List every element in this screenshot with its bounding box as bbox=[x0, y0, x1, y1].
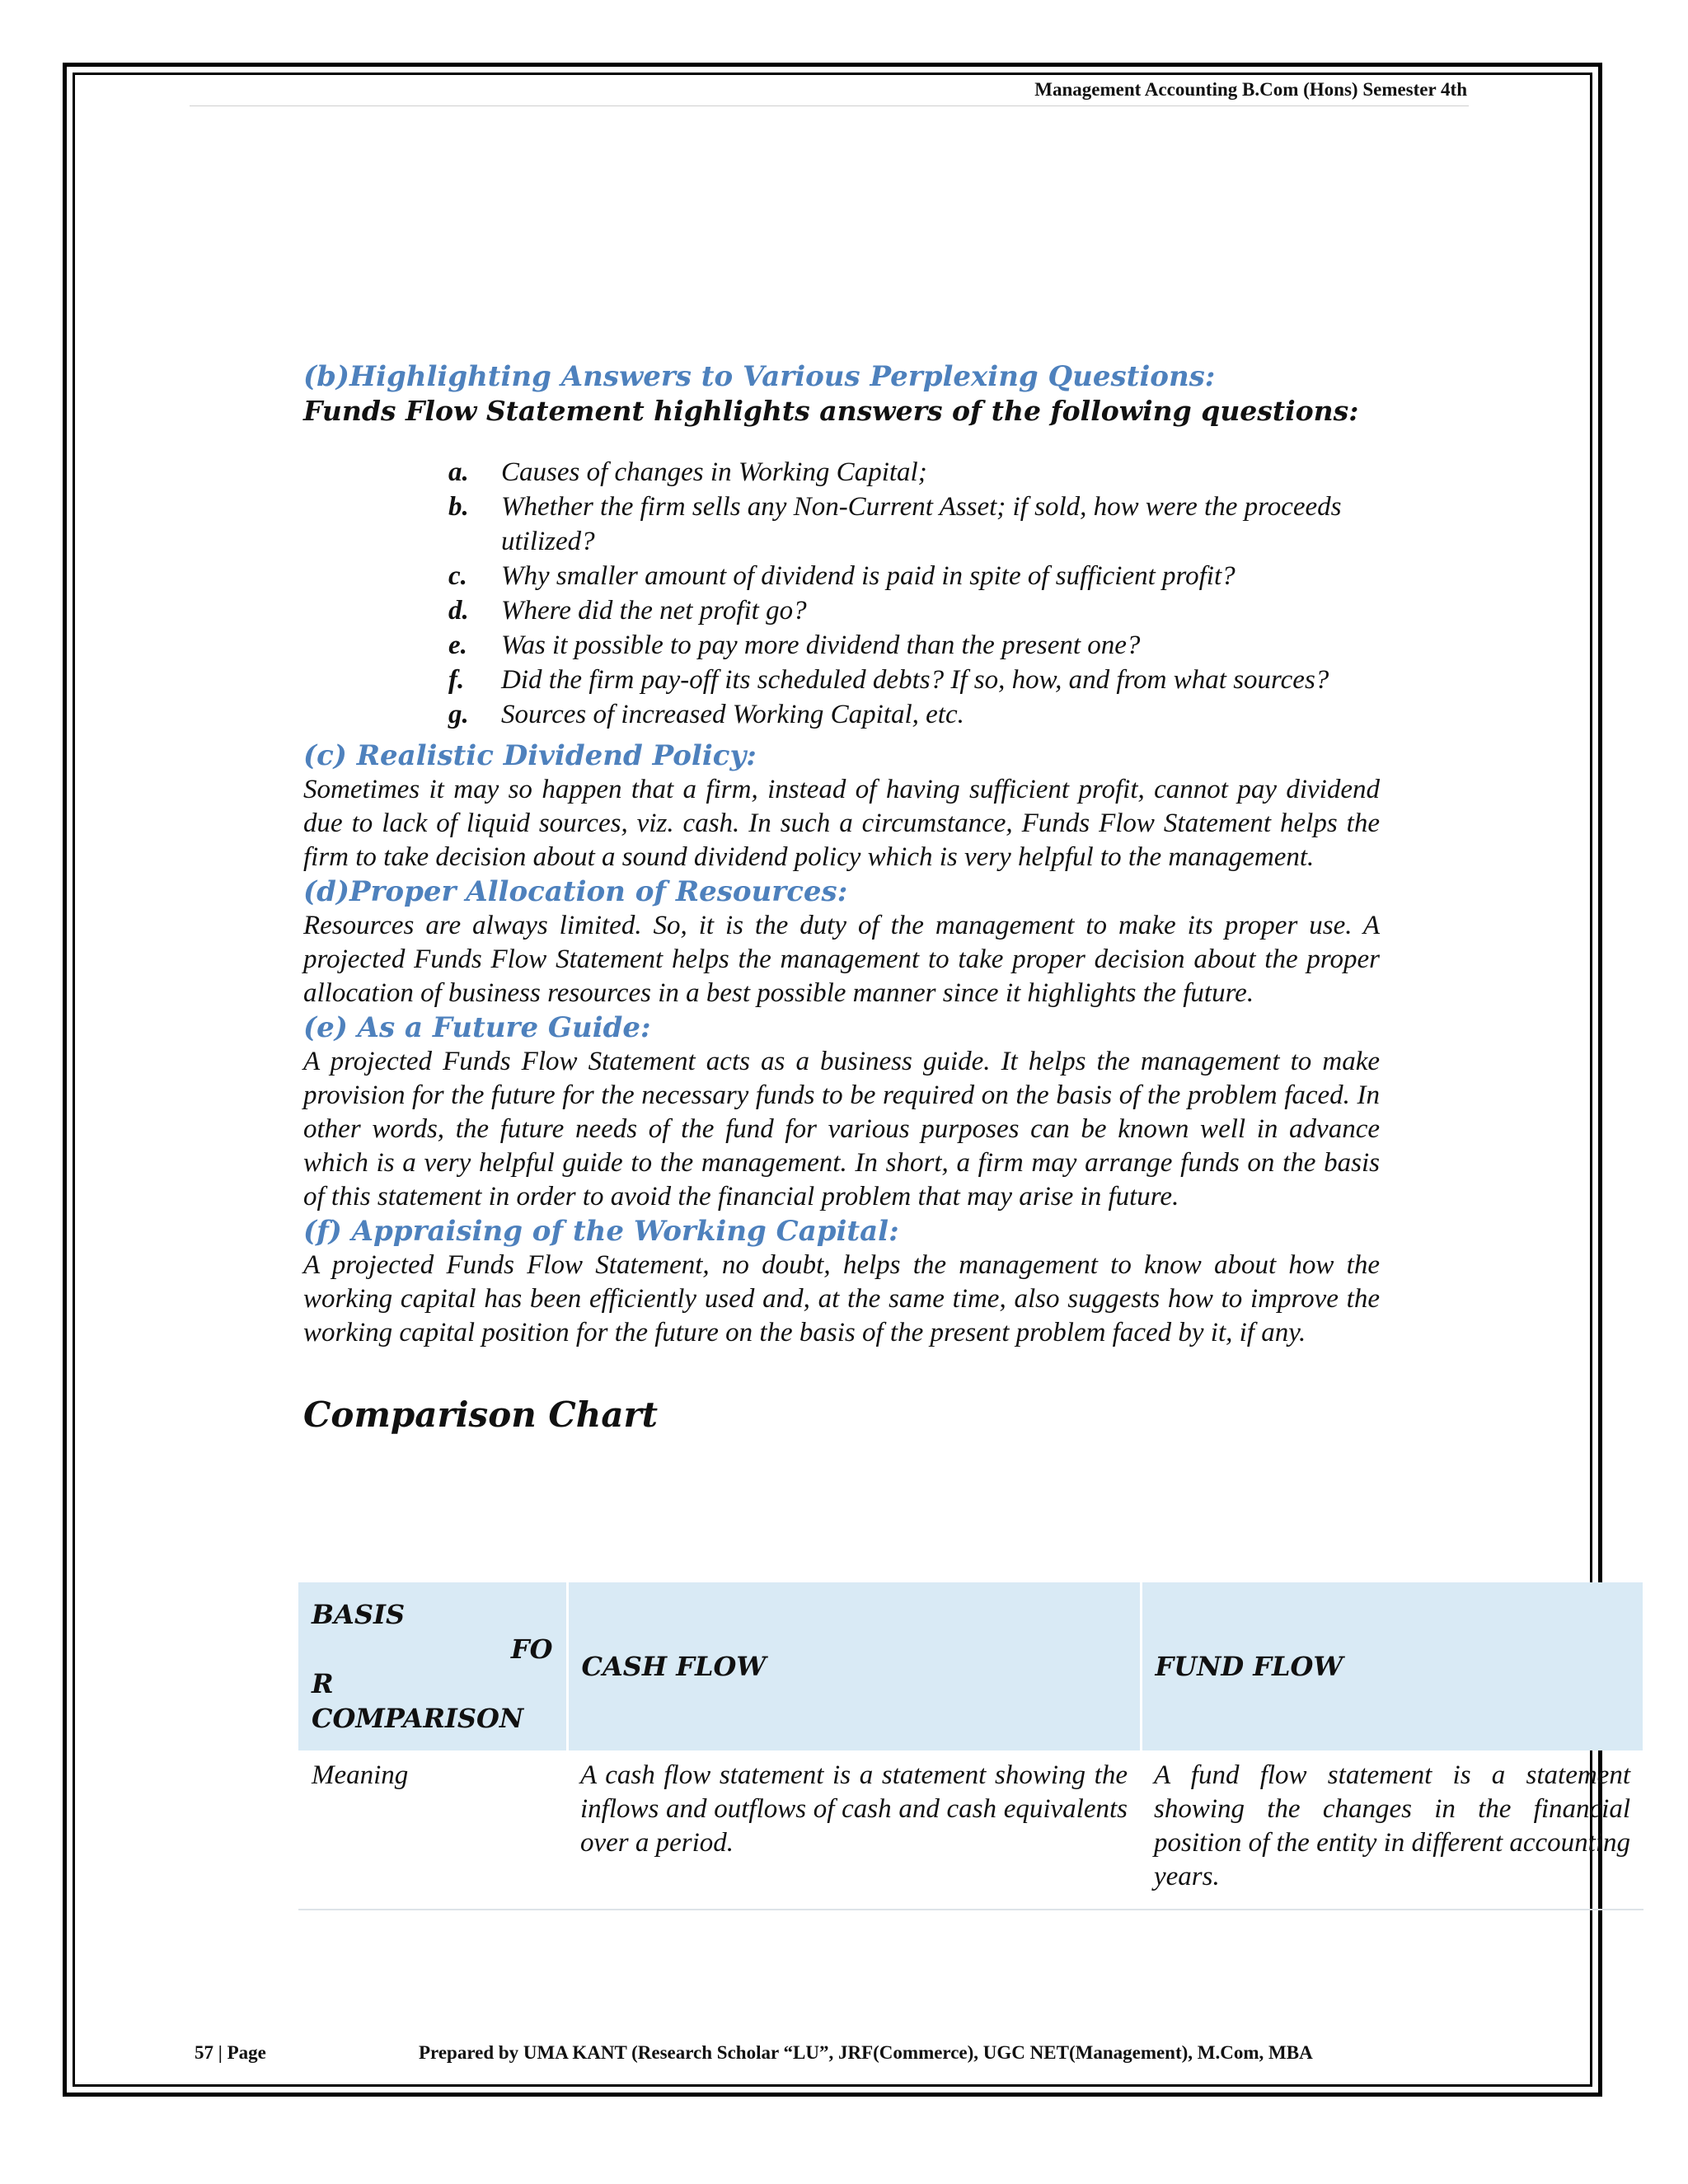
section-heading: (e) As a Future Guide: bbox=[303, 1011, 651, 1044]
list-item bbox=[448, 559, 1380, 593]
list-item-text: Why smaller amount of dividend is paid in spite of sufficient profit? bbox=[501, 561, 1236, 591]
section-perplexing-questions bbox=[303, 359, 1380, 732]
header-basis-for-comparison bbox=[298, 1582, 567, 1750]
section-body: Resources are always limited. So, it is the duty of the management to make its proper use. A projected Funds Flow Statement helps the management to take proper decision about the proper allocation of business resources in a best possible manner since it highlights the future. bbox=[303, 911, 1380, 1008]
list-marker: e. bbox=[448, 630, 467, 660]
section-body: A projected Funds Flow Statement acts as a business guide. It helps the management to make provision for the future for the necessary funds to be required on the basis of the problem faced. In other words, the future needs of the fund for various purposes can be known well in advance which is a very helpful guide to the management. In short, a firm may arrange funds on the basis of this statement in order to avoid the financial problem that may arise in future. bbox=[303, 1047, 1380, 1212]
section-dividend-policy bbox=[303, 738, 1380, 874]
section-future-guide bbox=[303, 1010, 1380, 1214]
section-body: Sometimes it may so happen that a firm, instead of having sufficient profit, cannot pay dividend due to lack of liquid sources, viz. cash. In such a circumstance, Funds Flow Statement helps the firm to take decision about a sound dividend policy which is very helpful to the management. bbox=[303, 775, 1380, 872]
section-heading: (c) Realistic Dividend Policy: bbox=[303, 739, 757, 772]
header-cash-flow: CASH FLOW bbox=[567, 1582, 1141, 1750]
list-marker: c. bbox=[448, 561, 467, 591]
header-basis-line: R bbox=[312, 1668, 334, 1699]
section-working-capital bbox=[303, 1214, 1380, 1350]
header-basis-line: BASIS bbox=[312, 1599, 406, 1630]
list-marker: b. bbox=[448, 492, 469, 522]
list-item-text: Causes of changes in Working Capital; bbox=[501, 457, 927, 487]
list-item-text: Sources of increased Working Capital, etc. bbox=[501, 700, 964, 729]
list-item-text: Did the firm pay-off its scheduled debts? If so, how, and from what sources? bbox=[501, 665, 1329, 695]
list-marker: g. bbox=[448, 700, 469, 729]
list-item bbox=[448, 490, 1380, 559]
list-item bbox=[448, 455, 1380, 490]
list-item bbox=[448, 663, 1380, 697]
list-item-text: Where did the net profit go? bbox=[501, 596, 807, 626]
footer-credit: Prepared by UMA KANT (Research Scholar “LU”, JRF(Commerce), UGC NET(Management), M.Com, MBA bbox=[419, 2042, 1313, 2063]
table-header-row bbox=[298, 1582, 1643, 1750]
section-resource-allocation bbox=[303, 874, 1380, 1010]
section-heading: (b)Highlighting Answers to Various Perplexing Questions: bbox=[303, 360, 1216, 393]
header-fund-flow: FUND FLOW bbox=[1141, 1582, 1643, 1750]
row-cash-flow: A cash flow statement is a statement showing the inflows and outflows of cash and cash equivalents over a period. bbox=[567, 1750, 1141, 1910]
list-marker: d. bbox=[448, 596, 469, 626]
list-item-text: Was it possible to pay more dividend than the present one? bbox=[501, 630, 1141, 660]
list-marker: a. bbox=[448, 457, 469, 487]
header-rule bbox=[190, 105, 1469, 106]
list-item bbox=[448, 593, 1380, 628]
running-header: Management Accounting B.Com (Hons) Semester 4th bbox=[1034, 79, 1467, 100]
section-heading: (d)Proper Allocation of Resources: bbox=[303, 875, 848, 908]
row-fund-flow: A fund flow statement is a statement showing the changes in the financial position of the entity in different accounting years. bbox=[1141, 1750, 1643, 1910]
table-row bbox=[298, 1750, 1643, 1910]
comparison-chart-title: Comparison Chart bbox=[303, 1394, 659, 1435]
page-number: 57 | Page bbox=[195, 2042, 266, 2063]
list-item bbox=[448, 628, 1380, 663]
header-basis-line: FO bbox=[510, 1633, 553, 1665]
main-content bbox=[303, 359, 1380, 1437]
row-basis: Meaning bbox=[298, 1750, 567, 1910]
list-item bbox=[448, 697, 1380, 732]
section-lead: Funds Flow Statement highlights answers of the following questions: bbox=[303, 395, 1359, 427]
questions-list bbox=[303, 455, 1380, 732]
section-heading: (f) Appraising of the Working Capital: bbox=[303, 1215, 899, 1248]
comparison-table bbox=[298, 1582, 1645, 1910]
header-basis-line: COMPARISON bbox=[312, 1703, 524, 1734]
list-marker: f. bbox=[448, 665, 465, 695]
list-item-text: Whether the firm sells any Non-Current Asset; if sold, how were the proceeds utilized? bbox=[501, 492, 1342, 556]
section-body: A projected Funds Flow Statement, no doubt, helps the management to know about how the working capital has been efficiently used and, at the same time, also suggests how to improve the working capital position for the future on the basis of the present problem faced by it, if any. bbox=[303, 1250, 1380, 1347]
